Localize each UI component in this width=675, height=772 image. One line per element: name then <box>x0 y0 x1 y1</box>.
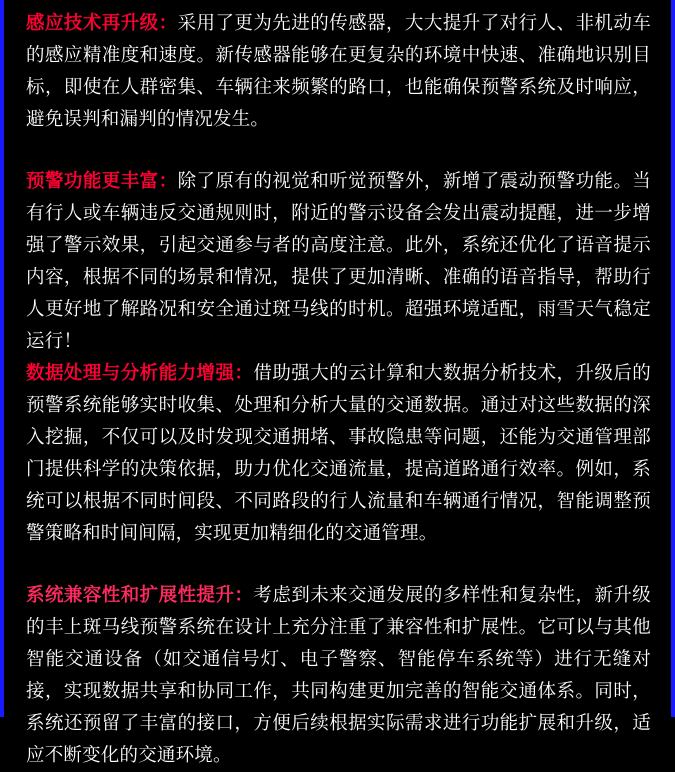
paragraph-1-body: 采用了更为先进的传感器，大大提升了对行人、非机动车的感应精准度和速度。新传感器能够在更复杂的环境中快速、准确地识别目标，即使在人群密集、车辆往来频繁的路口，也能确保预警系统及时响应，避免误判和漏判的情况发生。 <box>26 13 651 130</box>
paragraph-2-body: 除了原有的视觉和听觉预警外，新增了震动预警功能。当有行人或车辆违反交通规则时，附近的警示设备会发出震动提醒，进一步增强了警示效果，引起交通参与者的高度注意。此外，系统还优化了语音提示内容，根据不同的场景和情况，提供了更加清晰、准确的语音指导，帮助行人更好地了解路况和安全通过斑马线的时机。超强环境适配，雨雪天气稳定运行！ <box>26 171 651 352</box>
paragraph-4-lead: 系统兼容性和扩展性提升： <box>26 585 254 606</box>
paragraph-2-lead: 预警功能更丰富： <box>26 171 178 192</box>
paragraph-3-body: 借助强大的云计算和大数据分析技术，升级后的预警系统能够实时收集、处理和分析大量的交通数据。通过对这些数据的深入挖掘，不仅可以及时发现交通拥堵、事故隐患等问题，还能为交通管理部门提供科学的决策依据，助力优化交通流量，提高道路通行效率。例如，系统可以根据不同时间段、不同路段的行人流量和车辆通行情况，智能调整预警策略和时间间隔，实现更加精细化的交通管理。 <box>26 363 652 544</box>
paragraph-1-lead: 感应技术再升级： <box>26 13 178 34</box>
paragraph-1 <box>26 8 651 136</box>
paragraph-3-lead: 数据处理与分析能力增强： <box>26 363 254 384</box>
paragraph-4 <box>26 580 651 772</box>
paragraph-3 <box>26 358 651 550</box>
paragraph-2 <box>26 166 651 358</box>
paragraph-4-body: 考虑到未来交通发展的多样性和复杂性，新升级的丰上斑马线预警系统在设计上充分注重了兼容性和扩展性。它可以与其他智能交通设备（如交通信号灯、电子警察、智能停车系统等）进行无缝对接，实现数据共享和协同工作，共同构建更加完善的智能交通体系。同时，系统还预留了丰富的接口，方便后续根据实际需求进行功能扩展和升级，适应不断变化的交通环境。 <box>26 585 652 766</box>
